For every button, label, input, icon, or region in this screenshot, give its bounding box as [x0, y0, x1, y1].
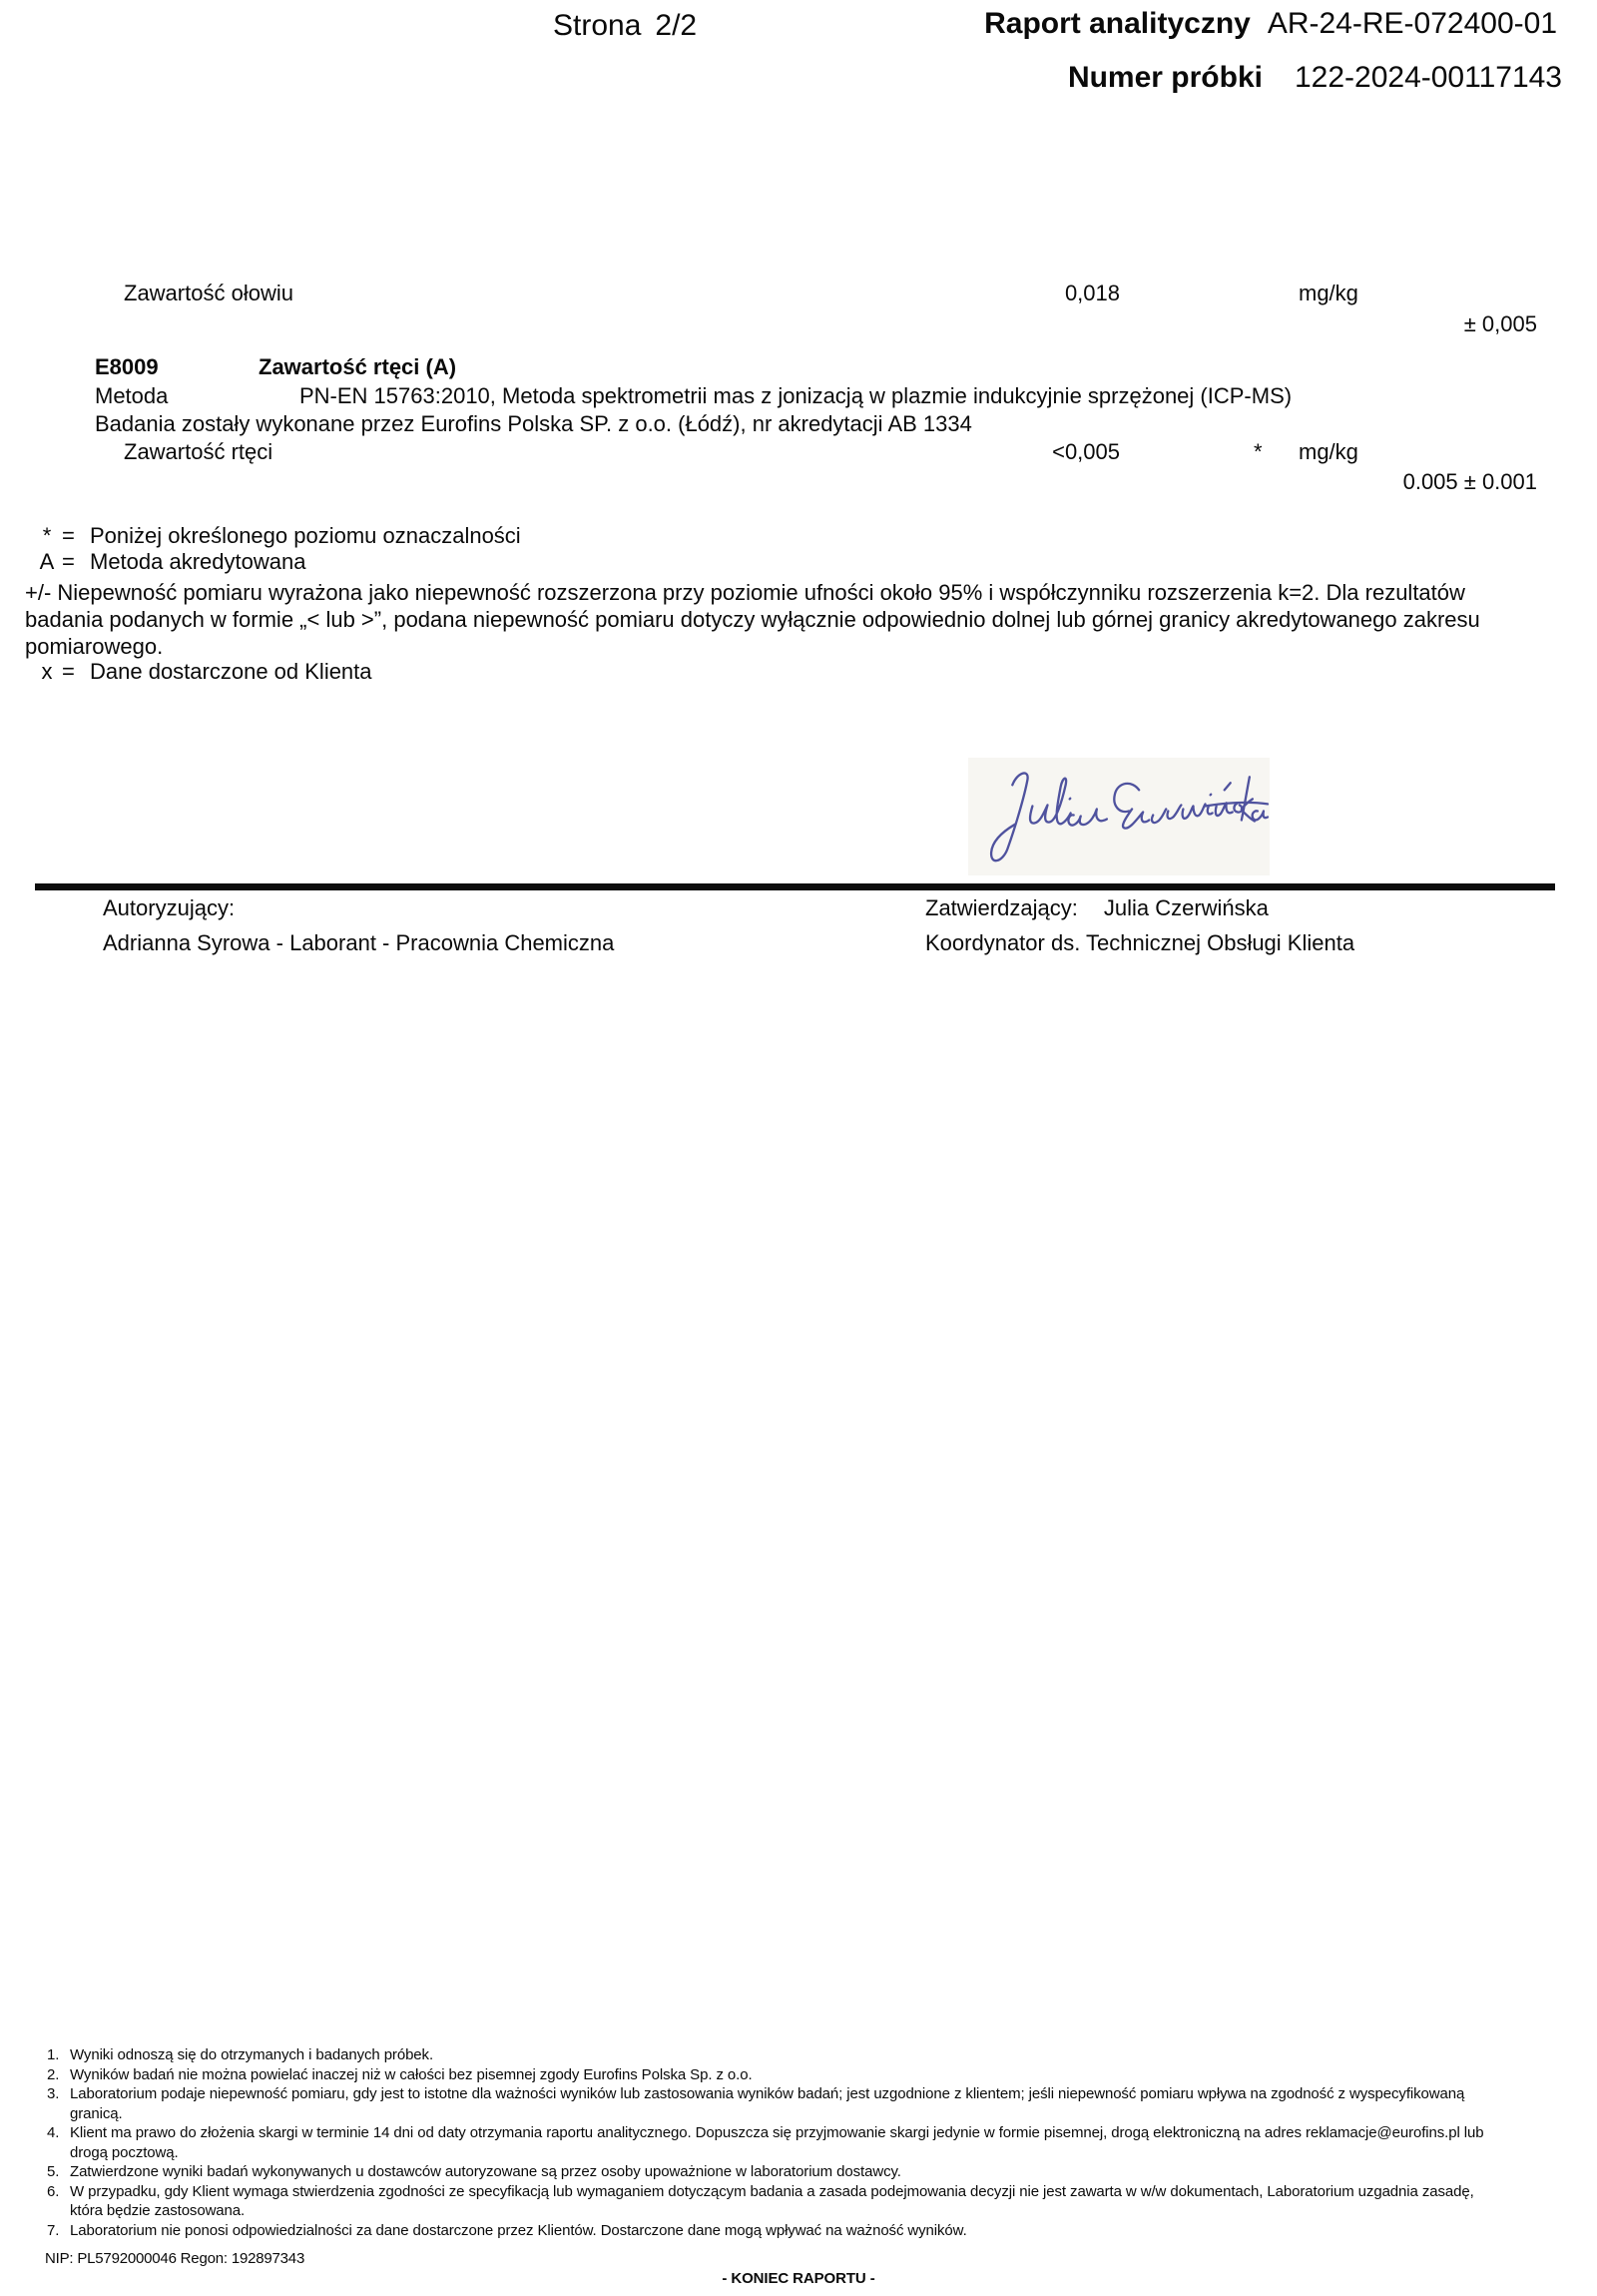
authorizer-label: Autoryzujący:	[103, 895, 236, 920]
footnote-number: 4.	[47, 2124, 60, 2141]
report-number: AR-24-RE-072400-01	[1267, 7, 1557, 40]
footnote-text: Laboratorium podaje niepewność pomiaru, gdy jest to istotne dla ważności wyników lub zastosowania wyników badań; jest uzgodnione z klientem; jeśli niepewność pomiaru wpływa na zgodność z wyspecyfikowaną granicą.	[70, 2085, 1465, 2122]
sample-header	[1068, 61, 1562, 95]
method-label: Metoda	[95, 383, 169, 408]
footnotes-list	[47, 2045, 1506, 2240]
legend-symbol-accredited: A	[39, 549, 55, 574]
footnote	[47, 2182, 1506, 2221]
approver-title: Koordynator ds. Technicznej Obsługi Klienta	[925, 930, 1355, 955]
legend-symbol-asterisk: *	[42, 523, 52, 548]
result-value: <0,005	[1052, 439, 1120, 464]
approver-line	[925, 895, 1269, 921]
legend-equals: =	[62, 549, 75, 574]
subcontract-note: Badania zostały wykonane przez Eurofins Polska SP. z o.o. (Łódź), nr akredytacji AB 1334	[95, 411, 972, 436]
footnote-number: 6.	[47, 2182, 60, 2200]
legend-equals: =	[62, 659, 75, 684]
method-description: PN-EN 15763:2010, Metoda spektrometrii mas z jonizacją w plazmie indukcyjnie sprzężonej (ICP-MS)	[299, 383, 1293, 408]
footnote-text: Laboratorium nie ponosi odpowiedzialności za dane dostarczone przez Klientów. Dostarczone dane mogą wpływać na ważność wyników.	[70, 2221, 967, 2239]
method-code: E8009	[95, 354, 159, 379]
legend-equals: =	[62, 523, 75, 548]
report-title-label: Raport analityczny	[984, 7, 1251, 40]
end-of-report-marker: - KONIEC RAPORTU -	[722, 2270, 875, 2287]
page-number-label: Strona	[553, 9, 642, 42]
footnote-number: 5.	[47, 2163, 60, 2180]
footnote	[47, 2221, 1506, 2241]
footnote-text: W przypadku, gdy Klient wymaga stwierdzenia zgodności ze specyfikacją lub wymaganiem dotyczącym badania a zasada podejmowania decyzji nie jest zawarta w w/w dokumentach, Laboratorium uzgadnia zasadę, która będzie zastosowana.	[70, 2182, 1474, 2219]
parameter-name: Zawartość rtęci	[124, 439, 273, 464]
legend-symbol-client-data: x	[41, 659, 53, 684]
uncertainty-explanation: +/- Niepewność pomiaru wyrażona jako niepewność rozszerzona przy poziomie ufności około 95% i współczynniku rozszerzenia k=2. Dla rezultatów badania podanych w formie „< lub >”, podana niepewność pomiaru dotyczy wyłącznie odpowiednio dolnej lub górnej granicy akredytowanego zakresu pomiarowego.	[25, 580, 1480, 659]
legend-text-accredited: Metoda akredytowana	[90, 549, 306, 574]
result-unit: mg/kg	[1299, 281, 1358, 305]
method-title: Zawartość rtęci (A)	[259, 354, 457, 379]
parameter-name: Zawartość ołowiu	[124, 281, 293, 305]
sample-number: 122-2024-00117143	[1294, 61, 1562, 94]
signature-separator-rule	[35, 883, 1555, 890]
footnote-number: 3.	[47, 2085, 60, 2102]
signature-image	[968, 758, 1270, 875]
footnote-text: Klient ma prawo do złożenia skargi w terminie 14 dni od daty otrzymania raportu analitycznego. Dopuszcza się przyjmowanie skargi jedynie w formie pisemnej, drogą elektroniczną na adres reklamacje@eurofins.pl lub drogą pocztową.	[70, 2124, 1484, 2161]
approver-name: Julia Czerwińska	[1103, 895, 1269, 920]
below-loq-flag: *	[1254, 439, 1263, 464]
result-uncertainty: 0.005 ± 0.001	[1402, 469, 1537, 494]
result-value: 0,018	[1064, 281, 1120, 305]
authorizer-name: Adrianna Syrowa - Laborant - Pracownia Chemiczna	[103, 930, 615, 955]
legend-text-asterisk: Poniżej określonego poziomu oznaczalności	[90, 523, 521, 548]
footnote-text: Wyniki odnoszą się do otrzymanych i badanych próbek.	[70, 2046, 434, 2063]
footnote-number: 7.	[47, 2221, 60, 2239]
report-header	[984, 7, 1557, 41]
page-number-value: 2/2	[655, 9, 698, 42]
footnote-number: 1.	[47, 2046, 60, 2063]
legend-text-client-data: Dane dostarczone od Klienta	[90, 659, 372, 684]
footnote	[47, 2084, 1506, 2123]
nip-regon: NIP: PL5792000046 Regon: 192897343	[45, 2250, 305, 2267]
footnote	[47, 2045, 1506, 2065]
footnote-number: 2.	[47, 2065, 60, 2083]
footnote	[47, 2123, 1506, 2162]
signature-handwriting	[968, 758, 1270, 875]
page-number	[553, 9, 697, 43]
footnote	[47, 2065, 1506, 2085]
approver-label: Zatwierdzający:	[925, 895, 1078, 920]
footnote-text: Zatwierdzone wyniki badań wykonywanych u dostawców autoryzowane są przez osoby upoważnione w laboratorium dostawcy.	[70, 2163, 901, 2180]
footnote-text: Wyników badań nie można powielać inaczej niż w całości bez pisemnej zgody Eurofins Polska Sp. z o.o.	[70, 2065, 753, 2083]
sample-number-label: Numer próbki	[1067, 61, 1263, 94]
footnote	[47, 2162, 1506, 2182]
result-uncertainty: ± 0,005	[1463, 311, 1537, 336]
result-unit: mg/kg	[1299, 439, 1358, 464]
